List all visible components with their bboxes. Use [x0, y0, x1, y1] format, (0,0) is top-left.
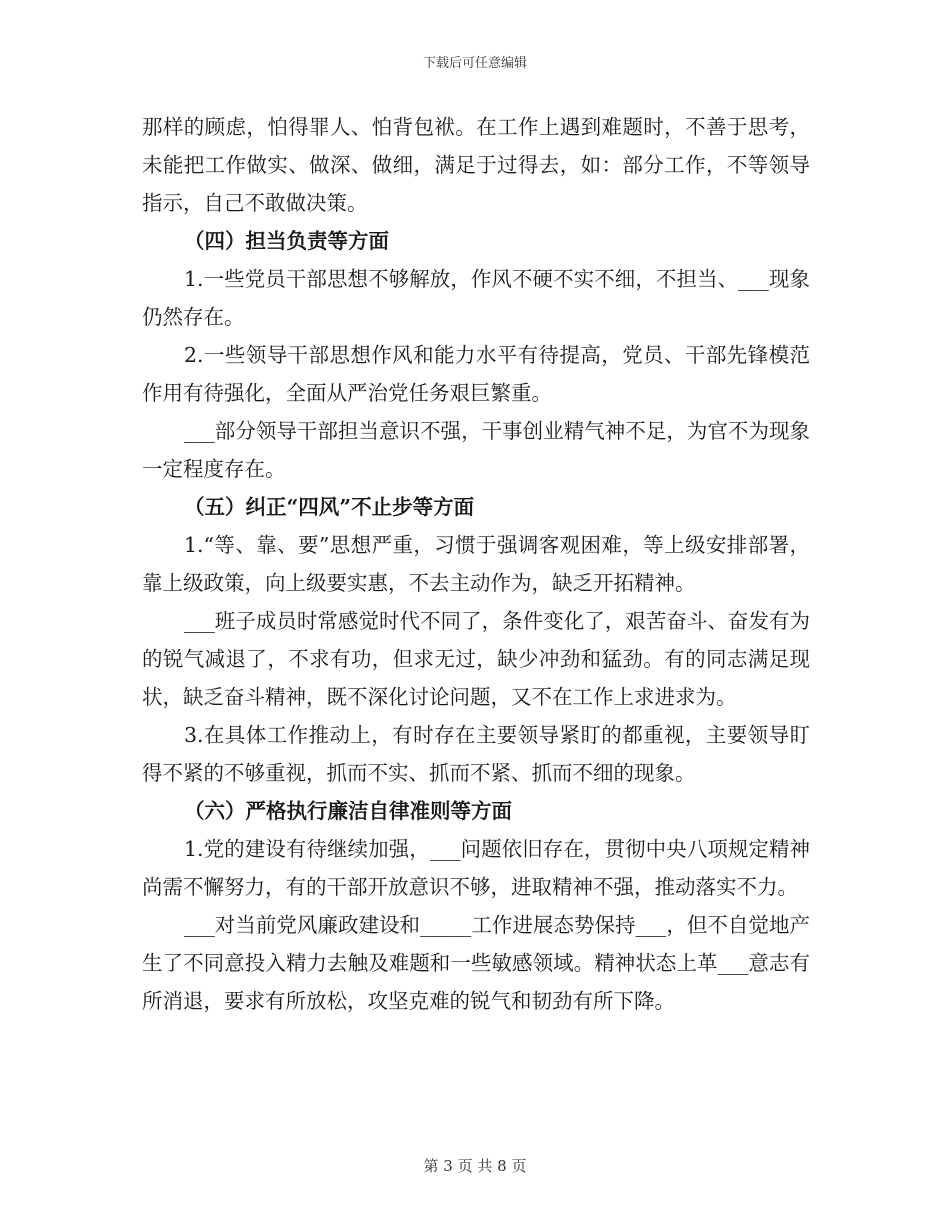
page-header: 下载后可任意编辑: [422, 56, 527, 71]
section-heading: （五）纠正“四风”不止步等方面: [184, 495, 475, 519]
section-heading: （六）严格执行廉洁自律准则等方面: [184, 799, 512, 823]
body-paragraph: 3.在具体工作推动上，有时存在主要领导紧盯的都重视，主要领导盯得不紧的不够重视，抓而不实、抓而不紧、抓而不细的现象。: [142, 723, 810, 785]
body-paragraph: ___班子成员时常感觉时代不同了，条件变化了，艰苦奋斗、奋发有为的锐气减退了，不求有功，但求无过，缺少冲劲和猛劲。有的同志满足现状，缺乏奋斗精神，既不深化讨论问题，又不在工作上求进求为。: [142, 609, 810, 709]
body-paragraph: ___部分领导干部担当意识不强，干事创业精气神不足，为官不为现象一定程度存在。: [142, 419, 810, 481]
body-paragraph: 2.一些领导干部思想作风和能力水平有待提高，党员、干部先锋模范作用有待强化，全面从严治党任务艰巨繁重。: [142, 343, 810, 405]
page-footer: 第 3 页 共 8 页: [423, 1157, 527, 1175]
body-paragraph: 1.一些党员干部思想不够解放，作风不硬不实不细，不担当、___现象仍然存在。: [142, 267, 810, 329]
document-body: [142, 108, 810, 1020]
body-paragraph: 那样的顾虑，怕得罪人、怕背包袱。在工作上遇到难题时，不善于思考，未能把工作做实、做深、做细，满足于过得去，如：部分工作，不等领导指示，自己不敢做决策。: [142, 115, 810, 215]
body-paragraph: ___对当前党风廉政建设和_____工作进展态势保持___，但不自觉地产生了不同意投入精力去触及难题和一些敏感领域。精神状态上革___意志有所消退，要求有所放松，攻坚克难的锐气和韧劲有所下降。: [142, 913, 810, 1013]
section-heading: （四）担当负责等方面: [184, 229, 389, 253]
body-paragraph: 1.党的建设有待继续加强，___问题依旧存在，贯彻中央八项规定精神尚需不懈努力，有的干部开放意识不够，进取精神不强，推动落实不力。: [142, 837, 810, 899]
body-paragraph: 1.“等、靠、要”思想严重，习惯于强调客观困难，等上级安排部署，靠上级政策，向上级要实惠，不去主动作为，缺乏开拓精神。: [142, 533, 810, 595]
